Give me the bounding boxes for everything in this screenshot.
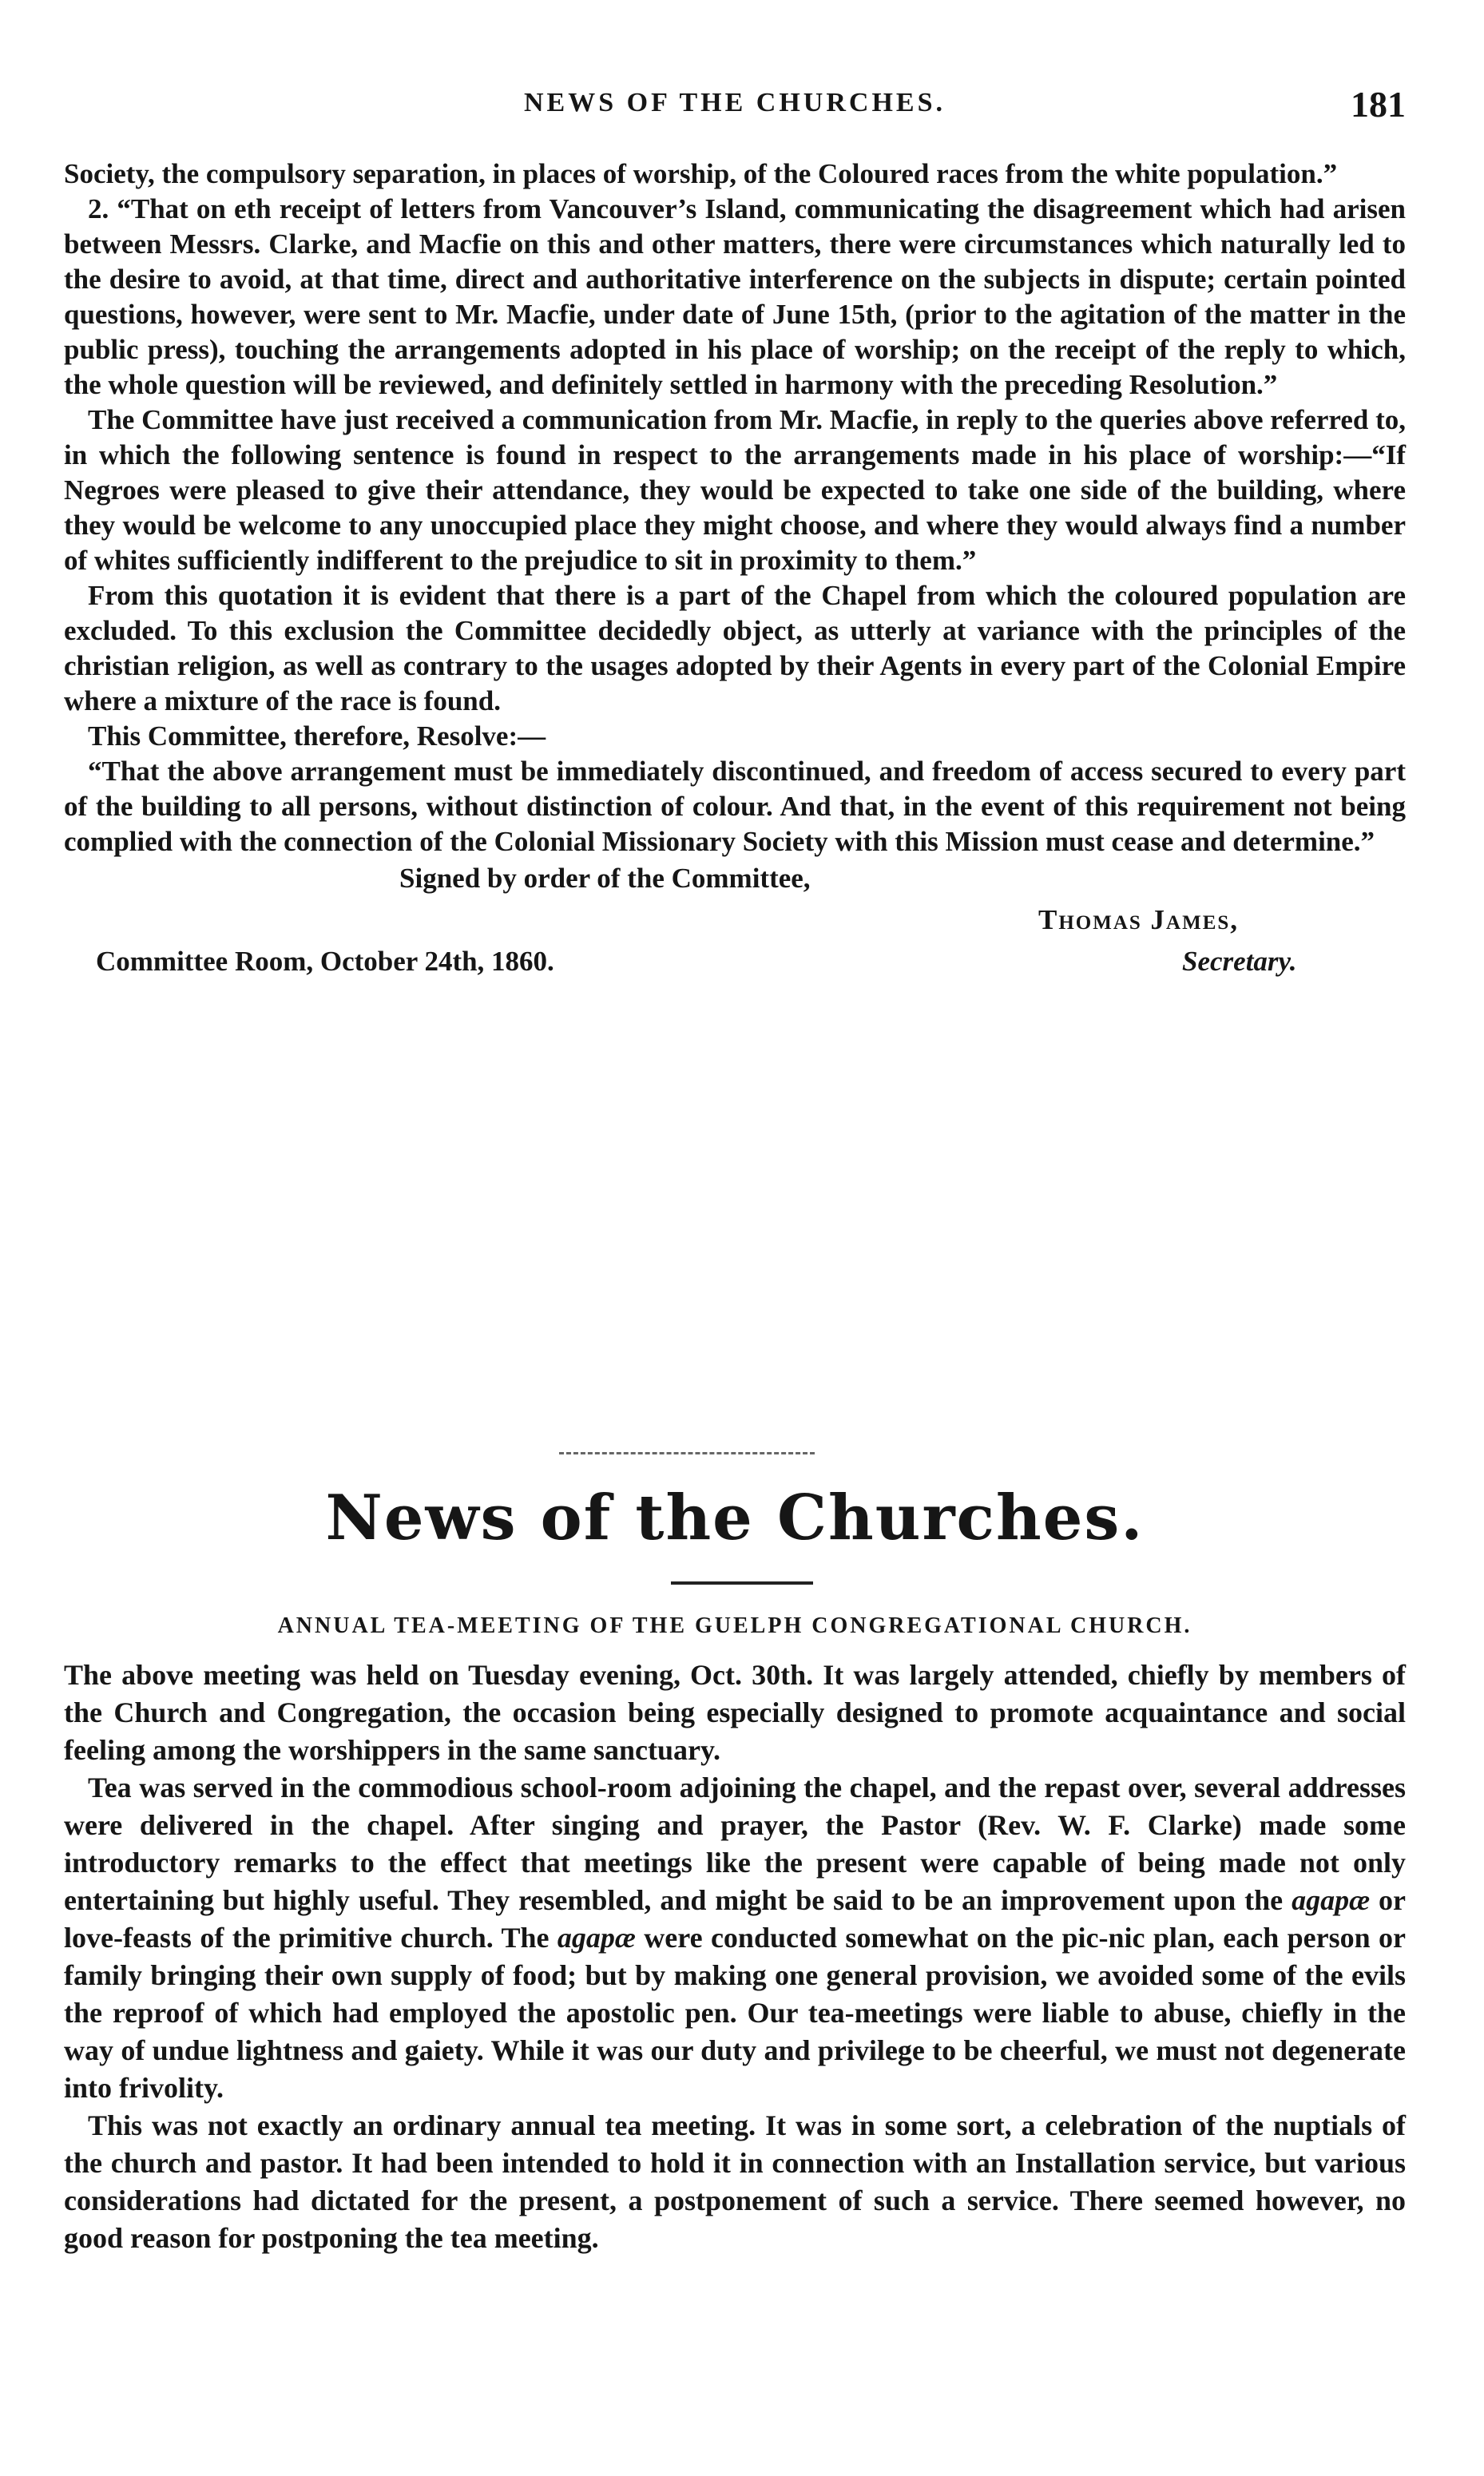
p2-part-a: Tea was served in the commodious school-room adjoining the chapel, and the repast over, several addresses were delivered in the chapel. After singing and prayer, the Pastor (Rev. W. F. Clarke) made some introductory remarks to the effect that meetings like the present were capable of being made not only entertaining but highly useful. They resembled, and might be said to be an improvement upon the [64,1772,1406,1916]
article-paragraph-3: This was not exactly an ordinary annual tea meeting. It was in some sort, a celebration of the nuptials of the church and pastor. It had been intended to hold it in connection with an Installation service, but various considerations had dictated for the present, a postponement of such a service. There seemed however, no good reason for postponing the tea meeting. [64,2109,1406,2254]
paragraph-resolve: This Committee, therefore, Resolve:— [88,720,546,752]
article-body [64,1657,1406,2257]
paragraph-resolution-2: 2. “That on eth receipt of letters from Vancouver’s Island, communicating the disagreement which had arisen between Messrs. Clarke, and Macfie on this and other matters, there were circumstances which naturally led to the desire to avoid, at that time, direct and authoritative interference on the subjects in dispute; certain pointed questions, however, were sent to Mr. Macfie, under date of June 15th, (prior to the agitation of the matter in the public press), touching the arrangements adopted in his place of worship; on the receipt of the reply to which, the whole question will be reviewed, and definitely settled in harmony with the preceding Resolution.” [64,193,1406,400]
p2-part-c: were conducted somewhat on the pic-nic plan, each person or family bringing their own supply of food; but by making one general provision, we avoided some of the evils the reproof of which had employed the apostolic pen. Our tea-meetings were liable to abuse, chiefly in the way of undue lightness and gaiety. While it was our duty and privilege to be cheerful, we must not degenerate into frivolity. [64,1922,1406,2104]
running-head [64,83,1406,131]
section-divider [559,1452,815,1458]
paragraph-quotation-evident: From this quotation it is evident that there is a part of the Chapel from which the coloured population are excluded. To this exclusion the Committee decidedly object, as utterly at variance with the principles of the christian religion, as well as contrary to the usages adopted by their Agents in every part of the Colonial Empire where a mixture of the race is found. [64,580,1406,716]
p2-part-b: or love-feasts of the primitive church. The [64,1884,1407,1954]
section-title: News of the Churches. [325,1482,1145,1554]
signed-by-line: Signed by order of the Committee, [399,863,811,894]
signature-block [64,859,1406,998]
top-section [64,157,1406,998]
running-head-title: NEWS OF THE CHURCHES. [524,88,946,117]
paragraph-committee-reply: The Committee have just received a communication from Mr. Macfie, in reply to the queries above referred to, in which the following sentence is found in respect to the arrangements made in his place of worship:—“If Negroes were pleased to give their attendance, they would be expected to take one side of the building, where they would be welcome to any unoccupied place they might choose, and where they would always find a number of whites sufficiently indifferent to the prejudice to sit in proximity to them.” [64,404,1406,576]
paragraph-resolution-text: “That the above arrangement must be immediately discontinued, and freedom of access secured to every part of the building to all persons, without distinction of colour. And that, in the event of this requirement not being complied with the connection of the Colonial Missionary Society with this Mission must cease and determine.” [64,756,1406,857]
agapae-term-2: agapæ [557,1922,636,1954]
committee-room-date: Committee Room, October 24th, 1860. [96,946,554,977]
page-number: 181 [1351,84,1406,125]
signer-title: Secretary. [1182,946,1297,977]
article-paragraph-1: The above meeting was held on Tuesday evening, Oct. 30th. It was largely attended, chiefly by members of the Church and Congregation, the occasion being especially designed to promote acquaintance and social feeling among the worshippers in the same sanctuary. [64,1659,1406,1766]
paragraph-society: Society, the compulsory separation, in places of worship, of the Coloured races from the white population.” [64,158,1338,189]
title-rule [671,1581,813,1585]
article-heading: ANNUAL TEA-MEETING OF THE GUELPH CONGREGATIONAL CHURCH. [277,1613,1192,1638]
article-paragraph-2 [64,1769,1406,2107]
signer-name: Thomas James, [1038,904,1240,935]
agapae-term: agapæ [1292,1884,1371,1916]
